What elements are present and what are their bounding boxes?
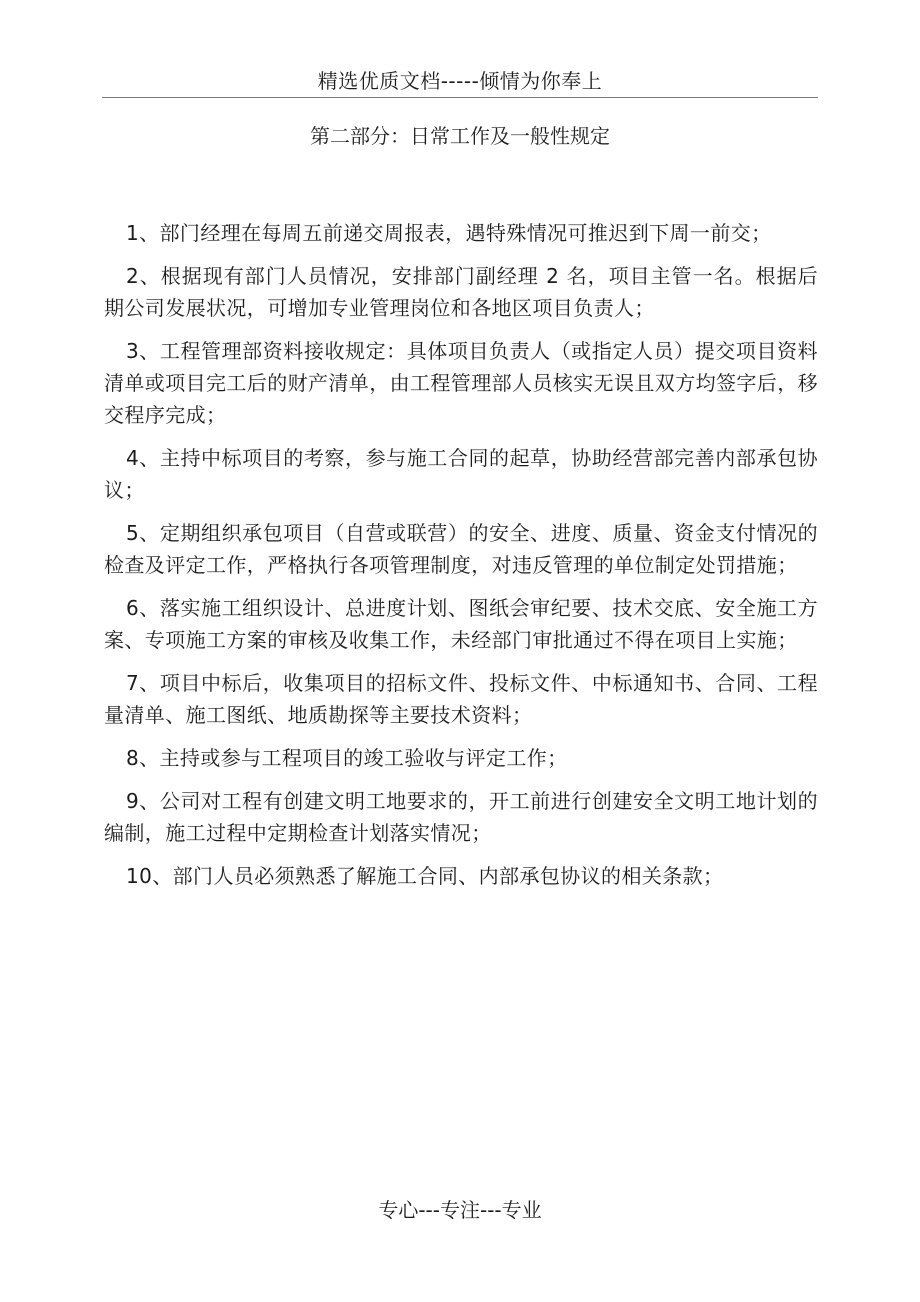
rule-item-6: 6、落实施工组织设计、总进度计划、图纸会审纪要、技术交底、安全施工方案、专项施工方案的审核及收集工作，未经部门审批通过不得在项目上实施； <box>104 596 818 652</box>
rule-item-9: 9、公司对工程有创建文明工地要求的，开工前进行创建安全文明工地计划的编制，施工过程中定期检查计划落实情况； <box>104 789 818 845</box>
rule-item-3: 3、工程管理部资料接收规定：具体项目负责人（或指定人员）提交项目资料清单或项目完工后的财产清单，由工程管理部人员核实无误且双方均签字后，移交程序完成； <box>104 339 818 427</box>
section-title: 第二部分：日常工作及一般性规定 <box>310 124 610 148</box>
rule-item-2: 2、根据现有部门人员情况，安排部门副经理 2 名，项目主管一名。根据后期公司发展状况，可增加专业管理岗位和各地区项目负责人； <box>104 264 818 320</box>
page-header: 精选优质文档-----倾情为你奉上 <box>317 69 603 93</box>
rules-list <box>104 217 818 903</box>
rule-item-4: 4、主持中标项目的考察，参与施工合同的起草，协助经营部完善内部承包协议； <box>104 446 818 502</box>
page-footer: 专心---专注---专业 <box>378 1198 542 1222</box>
rule-item-5: 5、定期组织承包项目（自营或联营）的安全、进度、质量、资金支付情况的检查及评定工作，严格执行各项管理制度，对违反管理的单位制定处罚措施； <box>104 521 818 577</box>
rule-item-10: 10、部门人员必须熟悉了解施工合同、内部承包协议的相关条款； <box>126 864 724 888</box>
rule-item-8: 8、主持或参与工程项目的竣工验收与评定工作； <box>126 746 568 770</box>
rule-item-1: 1、部门经理在每周五前递交周报表，遇特殊情况可推迟到下周一前交； <box>126 221 772 245</box>
rule-item-7: 7、项目中标后，收集项目的招标文件、投标文件、中标通知书、合同、工程量清单、施工图纸、地质勘探等主要技术资料； <box>104 671 818 727</box>
header-divider <box>102 97 818 98</box>
